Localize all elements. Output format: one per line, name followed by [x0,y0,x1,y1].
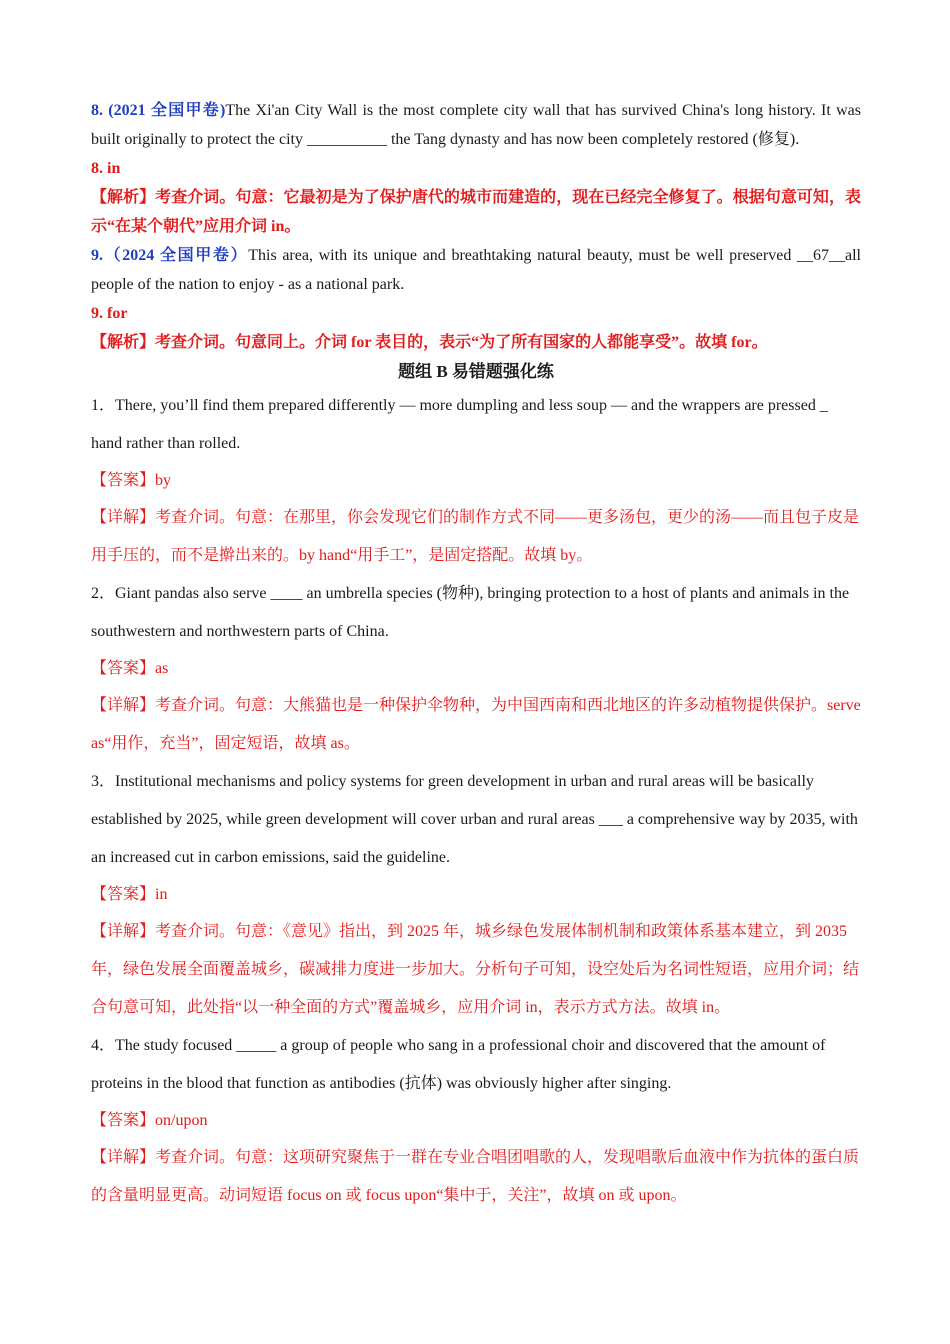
question-8-source: 8. (2021 全国甲卷) [91,102,226,119]
exercise-item [91,1027,861,1215]
question-9-blank: __67__ [796,247,845,264]
exercise-answer: 【答案】by [91,472,172,489]
exercise-question: 2．Giant pandas also serve ____ an umbrella species (物种), bringing protection to a host of plants and animals in the southwestern and northwestern parts of China. [91,585,850,640]
question-9-text-after: all people of the nation to enjoy - as a national park. [91,247,861,293]
exercise-question: 1．There, you’ll find them prepared differently — more dumpling and less soup — and the wrappers are pressed _ hand rather than rolled. [91,397,828,452]
exercise-detail: 【详解】考查介词。句意：大熊猫也是一种保护伞物种，为中国西南和西北地区的许多动植物提供保护。serve as“用作，充当”，固定短语，故填 as。 [91,697,861,752]
exercise-answer: 【答案】on/upon [91,1112,208,1129]
exercise-question: 4．The study focused _____ a group of people who sang in a professional choir and discovered that the amount of proteins in the blood that function as antibodies (抗体) was obviously higher after singing. [91,1037,826,1092]
question-8-answer: 8. in [91,160,121,177]
question-8-text: The Xi'an City Wall is the most complete city wall that has survived China's long history. It was built originally to protect the city __________ the Tang dynasty and has now been completely restored (修复). [91,102,861,148]
question-9-analysis: 【解析】考查介词。句意同上。介词 for 表目的，表示“为了所有国家的人都能享受”。故填 for。 [91,334,768,351]
question-8 [91,96,861,154]
question-9-answer: 9. for [91,305,128,322]
section-title: 题组 B 易错题强化练 [398,362,554,381]
exercise-item [91,575,861,763]
question-9-source: 9.（2024 全国甲卷） [91,247,249,264]
exercise-question: 3．Institutional mechanisms and policy systems for green development in urban and rural areas will be basically established by 2025, while green development will cover urban and rural areas ___ a comprehensive way by 2035, with an increased cut in carbon emissions, said the guideline. [91,773,858,866]
exercise-detail: 【详解】考查介词。句意：这项研究聚焦于一群在专业合唱团唱歌的人，发现唱歌后血液中作为抗体的蛋白质的含量明显更高。动词短语 focus on 或 focus upon“集中于，关注”，故填 on 或 upon。 [91,1149,860,1204]
question-8-analysis: 【解析】考查介词。句意：它最初是为了保护唐代的城市而建造的，现在已经完全修复了。根据句意可知，表示“在某个朝代”应用介词 in。 [91,189,861,235]
exercise-answer: 【答案】in [91,886,168,903]
exercise-item [91,763,861,1027]
exercise-answer: 【答案】as [91,660,169,677]
exercise-detail: 【详解】考查介词。句意：《意见》指出，到 2025 年，城乡绿色发展体制机制和政策体系基本建立，到 2035 年，绿色发展全面覆盖城乡，碳减排力度进一步加大。分析句子可知，设空处后为名词性短语，应用介词；结合句意可知，此处指“以一种全面的方式”覆盖城乡，应用介词 in，表示方式方法。故填 in。 [91,923,860,1016]
document-page [91,96,861,1215]
question-9-text-before: This area, with its unique and breathtaking natural beauty, must be well preserved [248,247,797,264]
question-9 [91,241,861,299]
exercise-detail: 【详解】考查介词。句意：在那里，你会发现它们的制作方式不同——更多汤包，更少的汤——而且包子皮是用手压的，而不是擀出来的。by hand“用手工”，是固定搭配。故填 by。 [91,509,860,564]
exercise-item [91,387,861,575]
